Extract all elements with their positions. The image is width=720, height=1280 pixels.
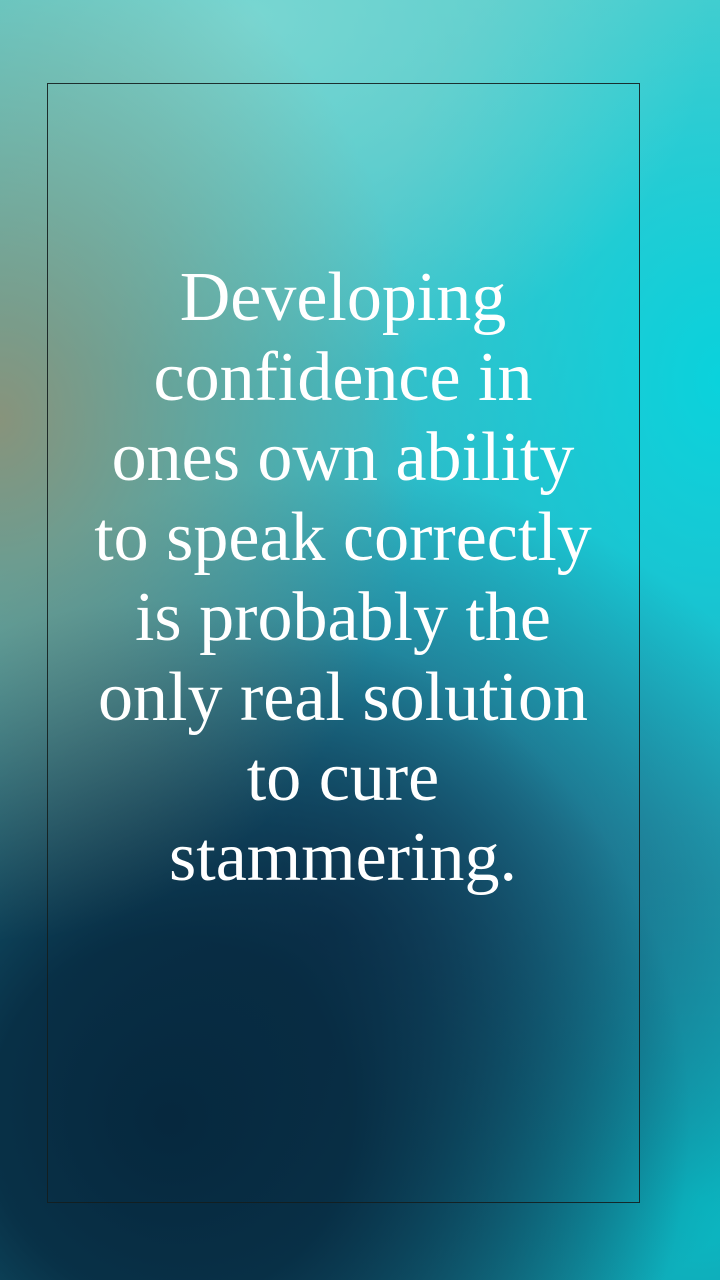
- quote-text: [60, 258, 626, 898]
- quote-line-4: to speak correctly: [94, 499, 592, 576]
- quote-line-8: stammering.: [169, 819, 517, 896]
- quote-line-2: confidence in: [153, 339, 533, 416]
- quote-line-7: to cure: [246, 739, 440, 816]
- quote-line-6: only real solution: [98, 659, 588, 736]
- quote-line-3: ones own ability: [111, 419, 575, 496]
- quote-line-5: is probably the: [134, 579, 552, 656]
- quote-line-1: Developing: [179, 259, 507, 336]
